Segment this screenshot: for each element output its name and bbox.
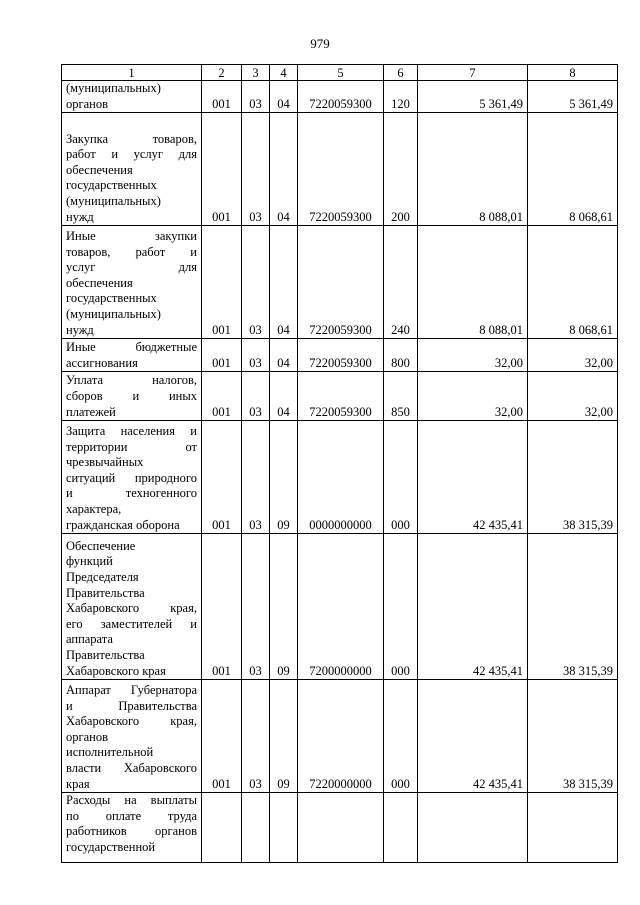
section-code-cell: 03 [242,113,270,226]
subsection-code-cell: 09 [270,534,298,680]
row-name-line: характера, [66,502,122,516]
row-name-line: государственной [66,839,156,854]
row-name-line: Расходы на выплаты [66,793,197,808]
admin-code-cell: 001 [202,372,242,421]
page-number: 979 [310,36,330,51]
subsection-code-cell: 04 [270,226,298,339]
approved-amount-cell: 42 435,41 [418,421,528,534]
column-header: 1 [62,65,202,81]
row-name-cell [62,680,202,793]
approved-amount-cell: 5 361,49 [418,81,528,113]
column-number-row [62,65,618,81]
admin-code-cell: 001 [202,534,242,680]
row-name-line: Хабаровского края [66,663,166,678]
table-row [62,113,618,226]
row-name-line: по оплате труда [66,808,197,823]
row-name-line: исполнительной [66,745,154,760]
row-name-line: Иные закупки [66,229,197,244]
row-name-line: органов [66,729,109,744]
row-name-line: Председателя [66,570,139,585]
table-row [62,339,618,372]
table-row [62,226,618,339]
table-row [62,680,618,793]
section-code-cell: 03 [242,534,270,680]
section-code-cell: 03 [242,421,270,534]
table-row [62,81,618,113]
row-name-line: обеспечения [66,162,133,177]
row-name-line: его заместителей и [66,616,197,631]
row-name-line: гражданская оборона [66,517,180,532]
row-name-line: (муниципальных) [66,81,161,95]
target-article-cell: 0000000000 [298,421,384,534]
target-article-cell: 7220059300 [298,81,384,113]
row-name-line: (муниципальных) [66,307,161,321]
table-row [62,534,618,680]
row-name-line: территории от [66,439,197,454]
row-name-line: функций [66,554,113,569]
target-article-cell [298,793,384,863]
approved-amount-cell: 32,00 [418,372,528,421]
row-name-cell [62,793,202,863]
budget-table [61,64,618,863]
row-name-cell [62,421,202,534]
row-name-line: аппарата [66,632,113,647]
row-name-line: работ и услуг для [66,147,197,162]
row-name-line: Правительства [66,648,145,662]
table-row [62,421,618,534]
row-name-line: органов [66,96,109,111]
admin-code-cell [202,793,242,863]
executed-amount-cell: 8 068,61 [528,226,618,339]
executed-amount-cell: 38 315,39 [528,534,618,680]
row-name-line: обеспечения [66,275,133,290]
executed-amount-cell: 38 315,39 [528,421,618,534]
section-code-cell [242,793,270,863]
subsection-code-cell: 04 [270,113,298,226]
row-name-line: власти Хабаровского [66,761,197,775]
admin-code-cell: 001 [202,339,242,372]
executed-amount-cell: 8 068,61 [528,113,618,226]
row-name-line: Хабаровского края, [66,601,197,616]
row-name-line: Защита населения и [66,424,197,439]
approved-amount-cell: 8 088,01 [418,226,528,339]
executed-amount-cell: 38 315,39 [528,680,618,793]
column-header: 4 [270,65,298,81]
table-row [62,372,618,421]
table-row [62,793,618,863]
row-name-cell [62,534,202,680]
executed-amount-cell: 32,00 [528,372,618,421]
approved-amount-cell: 8 088,01 [418,113,528,226]
subsection-code-cell: 04 [270,81,298,113]
subsection-code-cell: 09 [270,421,298,534]
column-header: 2 [202,65,242,81]
column-header: 5 [298,65,384,81]
expense-type-cell: 120 [384,81,418,113]
row-name-line: Закупка товаров, [66,131,197,146]
admin-code-cell: 001 [202,226,242,339]
subsection-code-cell: 04 [270,339,298,372]
subsection-code-cell [270,793,298,863]
admin-code-cell: 001 [202,113,242,226]
approved-amount-cell: 42 435,41 [418,680,528,793]
target-article-cell: 7220059300 [298,339,384,372]
row-name-cell [62,372,202,421]
approved-amount-cell: 32,00 [418,339,528,372]
target-article-cell: 7220059300 [298,372,384,421]
approved-amount-cell: 42 435,41 [418,534,528,680]
row-name-cell [62,226,202,339]
executed-amount-cell [528,793,618,863]
row-name-line: государственных [66,291,157,306]
expense-type-cell: 800 [384,339,418,372]
admin-code-cell: 001 [202,421,242,534]
section-code-cell: 03 [242,372,270,421]
executed-amount-cell: 32,00 [528,339,618,372]
section-code-cell: 03 [242,226,270,339]
subsection-code-cell: 04 [270,372,298,421]
row-name-line: и техногенного [66,486,197,501]
row-name-line: сборов и иных [66,389,197,403]
target-article-cell: 7220059300 [298,113,384,226]
expense-type-cell: 000 [384,534,418,680]
row-name-line: (муниципальных) [66,194,161,208]
executed-amount-cell: 5 361,49 [528,81,618,113]
target-article-cell: 7200000000 [298,534,384,680]
row-name-cell [62,81,202,113]
row-name-line: государственных [66,178,157,193]
row-name-line: товаров, работ и [66,244,197,259]
expense-type-cell: 000 [384,680,418,793]
approved-amount-cell [418,793,528,863]
expense-type-cell: 850 [384,372,418,421]
row-name-cell [62,113,202,226]
column-header: 7 [418,65,528,81]
row-name-line: чрезвычайных [66,455,144,470]
row-name-line: Хабаровского края, [66,714,197,729]
admin-code-cell: 001 [202,81,242,113]
section-code-cell: 03 [242,339,270,372]
section-code-cell: 03 [242,81,270,113]
subsection-code-cell: 09 [270,680,298,793]
row-name-line: Обеспечение [66,538,136,553]
expense-type-cell [384,793,418,863]
row-name-line: ситуаций природного [66,470,197,485]
expense-type-cell: 200 [384,113,418,226]
expense-type-cell: 240 [384,226,418,339]
target-article-cell: 7220000000 [298,680,384,793]
row-name-line: и Правительства [66,698,197,713]
row-name-line: Аппарат Губернатора [66,683,197,698]
row-name-line: услуг для [66,260,197,275]
row-name-line: Иные бюджетные [66,340,197,354]
row-name-line: ассигнования [66,355,138,370]
expense-type-cell: 000 [384,421,418,534]
target-article-cell: 7220059300 [298,226,384,339]
row-name-line: Уплата налогов, [66,373,197,388]
row-name-line: Правительства [66,585,145,600]
row-name-line: работников органов [66,824,197,839]
admin-code-cell: 001 [202,680,242,793]
column-header: 3 [242,65,270,81]
section-code-cell: 03 [242,680,270,793]
column-header: 6 [384,65,418,81]
column-header: 8 [528,65,618,81]
row-name-line: платежей [66,404,116,419]
row-name-line: края [66,776,90,791]
row-name-line: нужд [66,322,94,337]
row-name-cell [62,339,202,372]
row-name-line: нужд [66,209,94,224]
